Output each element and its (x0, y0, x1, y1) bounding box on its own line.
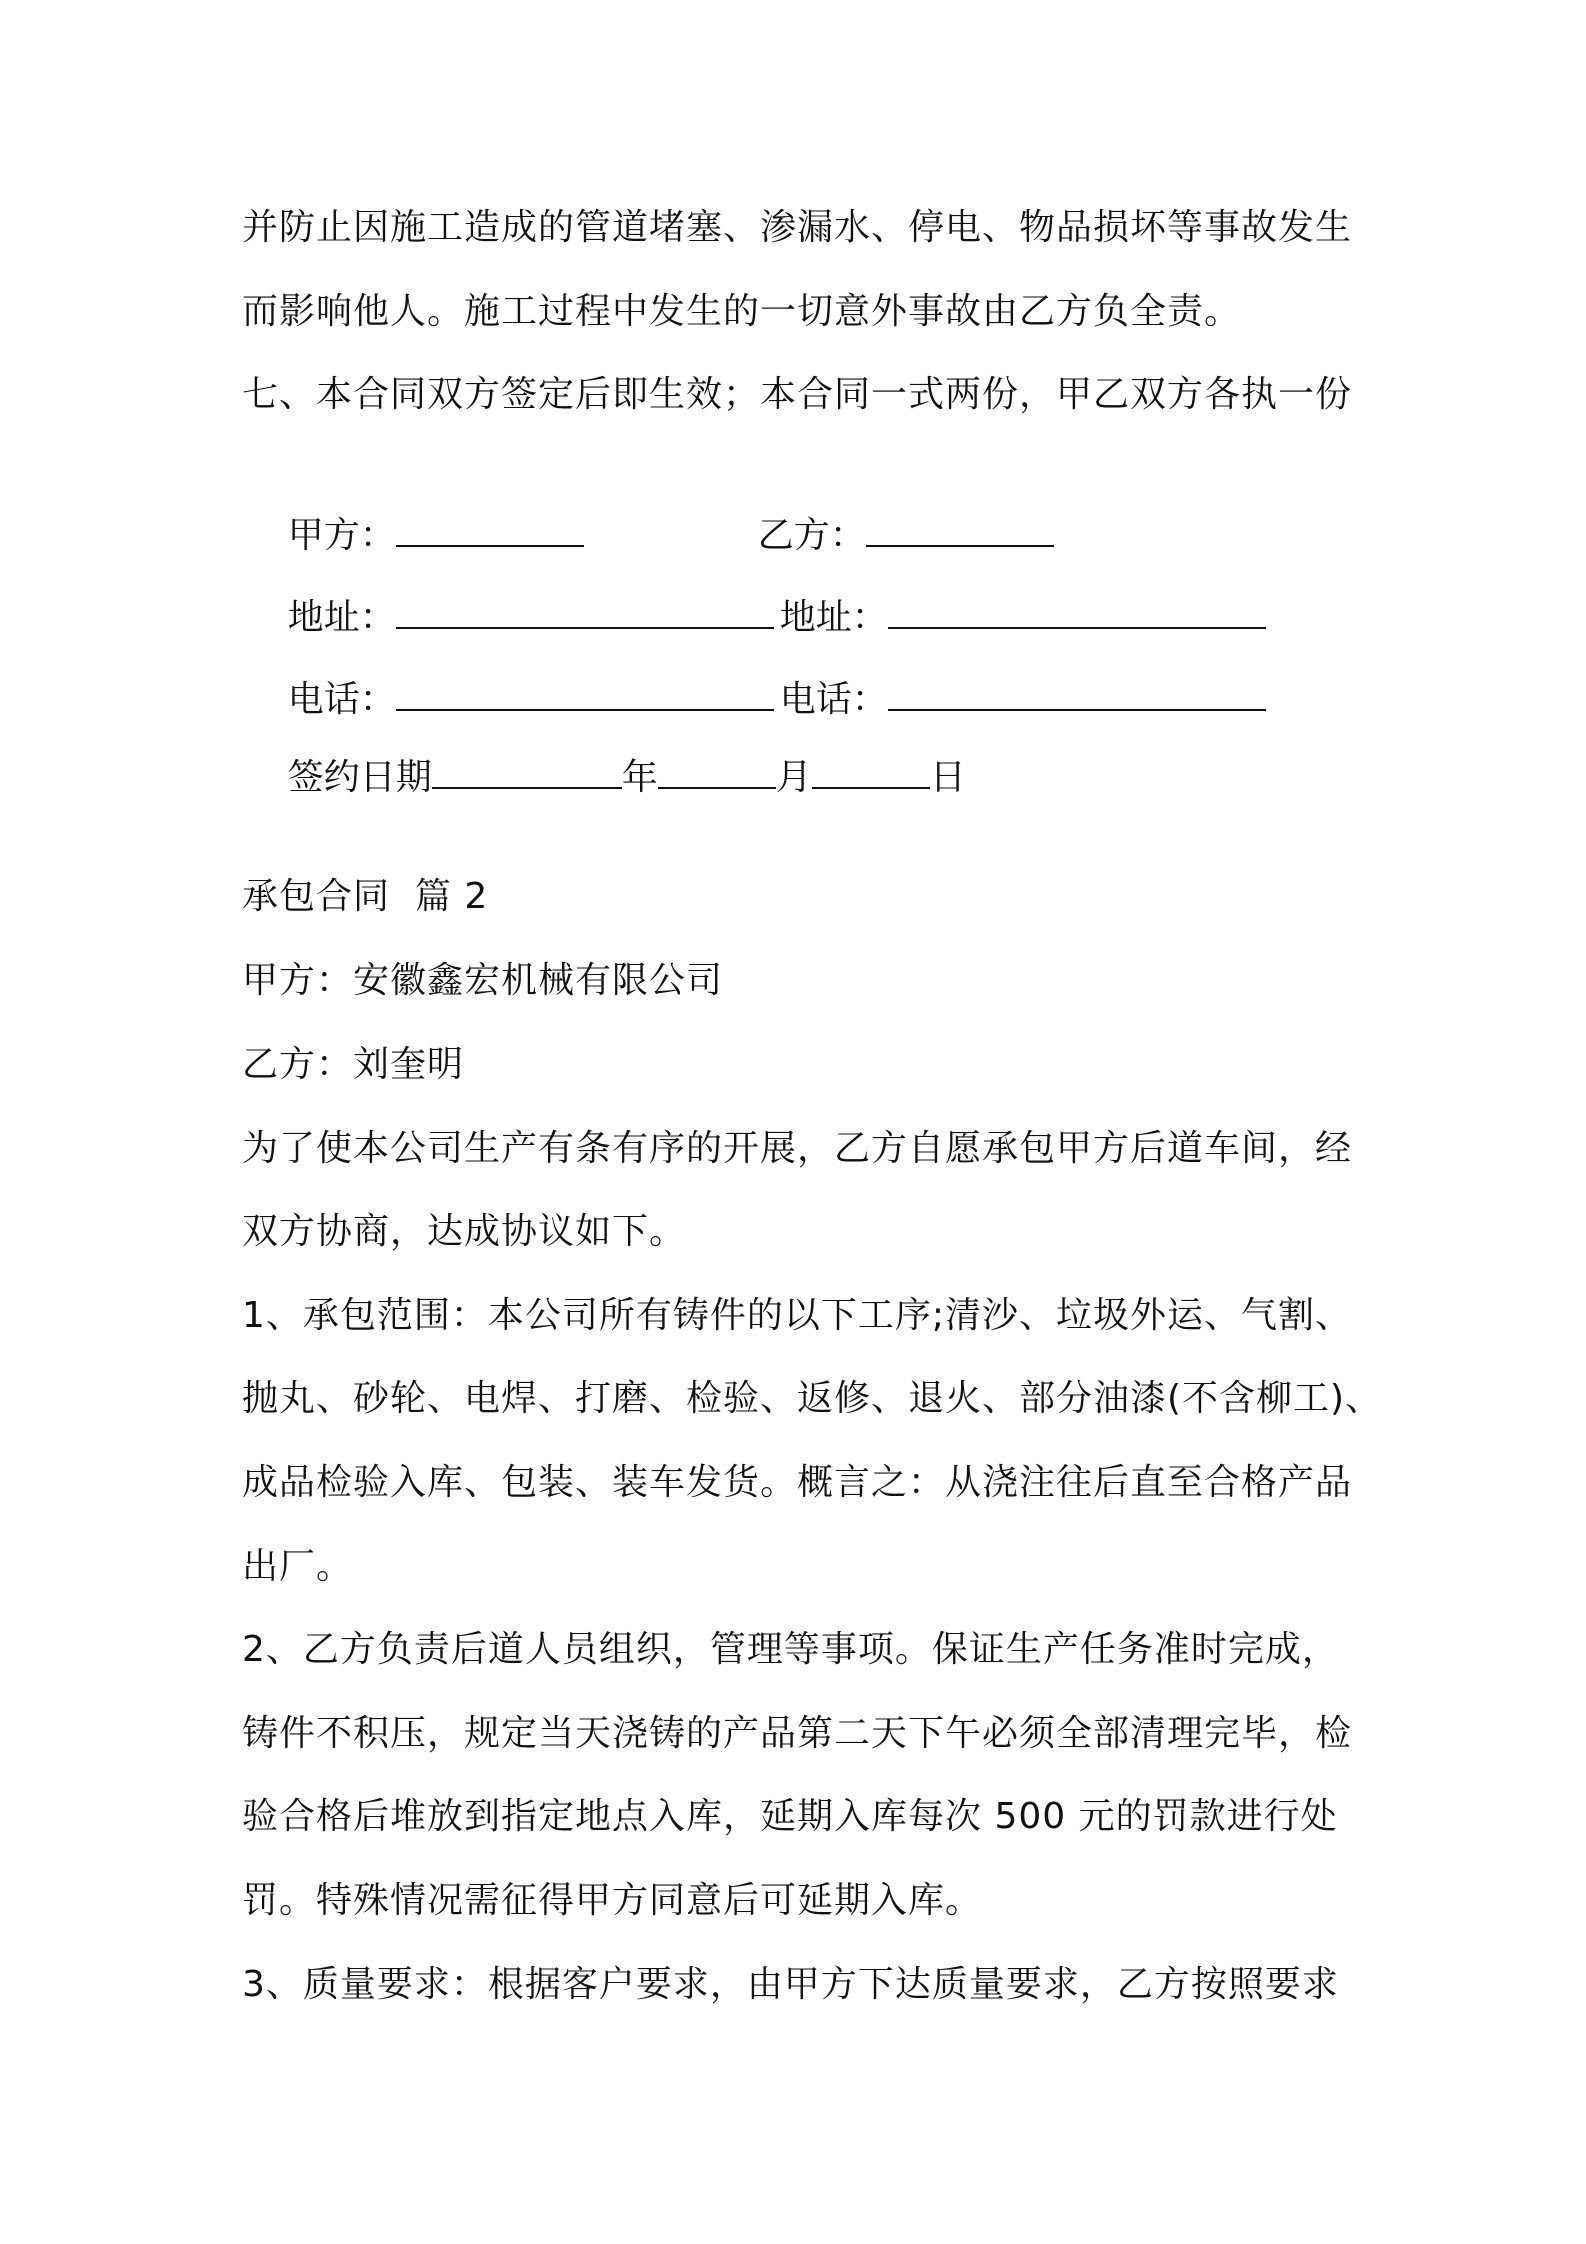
paragraph-line: 出厂。 (242, 1546, 354, 1587)
paragraph-line: 而影响他人。施工过程中发生的一切意外事故由乙方负全责。 (242, 291, 1242, 332)
address-b-label: 地址： (779, 597, 888, 638)
paragraph-line: 双方协商，达成协议如下。 (242, 1211, 687, 1252)
day-blank (812, 757, 930, 789)
clause-two-line: 2、乙方负责后道人员组织，管理等事项。保证生产任务准时完成， (242, 1629, 1339, 1670)
year-label: 年 (621, 757, 658, 798)
paragraph-line: 铸件不积压，规定当天浇铸的产品第二天下午必须全部清理完毕，检 (242, 1713, 1353, 1754)
month-label: 月 (775, 757, 812, 798)
year-blank (432, 757, 622, 789)
address-a-blank (396, 597, 774, 629)
paragraph-line: 为了使本公司生产有条有序的开展，乙方自愿承包甲方后道车间，经 (242, 1128, 1353, 1169)
sign-date-field (242, 706, 966, 850)
address-a-label: 地址： (287, 597, 396, 638)
party-a-blank (396, 515, 584, 547)
party-a-label: 甲方： (287, 515, 396, 556)
paragraph-line: 抛丸、砂轮、电焊、打磨、检验、返修、退火、部分油漆(不含柳工)、 (242, 1378, 1383, 1419)
clause-seven: 七、本合同双方签定后即生效；本合同一式两份，甲乙双方各执一份 (242, 374, 1353, 415)
party-b-line: 乙方：刘奎明 (242, 1044, 465, 1085)
party-b-label: 乙方： (757, 515, 866, 556)
paragraph-line: 验合格后堆放到指定地点入库，延期入库每次 500 元的罚款进行处 (242, 1796, 1338, 1837)
month-blank (658, 757, 776, 789)
paragraph-line: 并防止因施工造成的管道堵塞、渗漏水、停电、物品损坏等事故发生 (242, 207, 1353, 248)
clause-one-line: 1、承包范围：本公司所有铸件的以下工序;清沙、垃圾外运、气割、 (242, 1295, 1353, 1336)
day-label: 日 (929, 757, 966, 798)
paragraph-line: 成品检验入库、包装、装车发货。概言之：从浇注往后直至合格产品 (242, 1462, 1353, 1503)
party-b-blank (866, 515, 1054, 547)
paragraph-line: 罚。特殊情况需征得甲方同意后可延期入库。 (242, 1880, 983, 1921)
date-label: 签约日期 (287, 757, 432, 798)
party-a-line: 甲方：安徽鑫宏机械有限公司 (242, 960, 724, 1001)
section-heading: 承包合同 篇 2 (242, 876, 489, 917)
phone-a-label: 电话： (287, 679, 396, 720)
address-b-blank (888, 597, 1266, 629)
phone-b-label: 电话： (779, 679, 888, 720)
clause-three-line: 3、质量要求：根据客户要求，由甲方下达质量要求，乙方按照要求 (242, 1964, 1339, 2005)
